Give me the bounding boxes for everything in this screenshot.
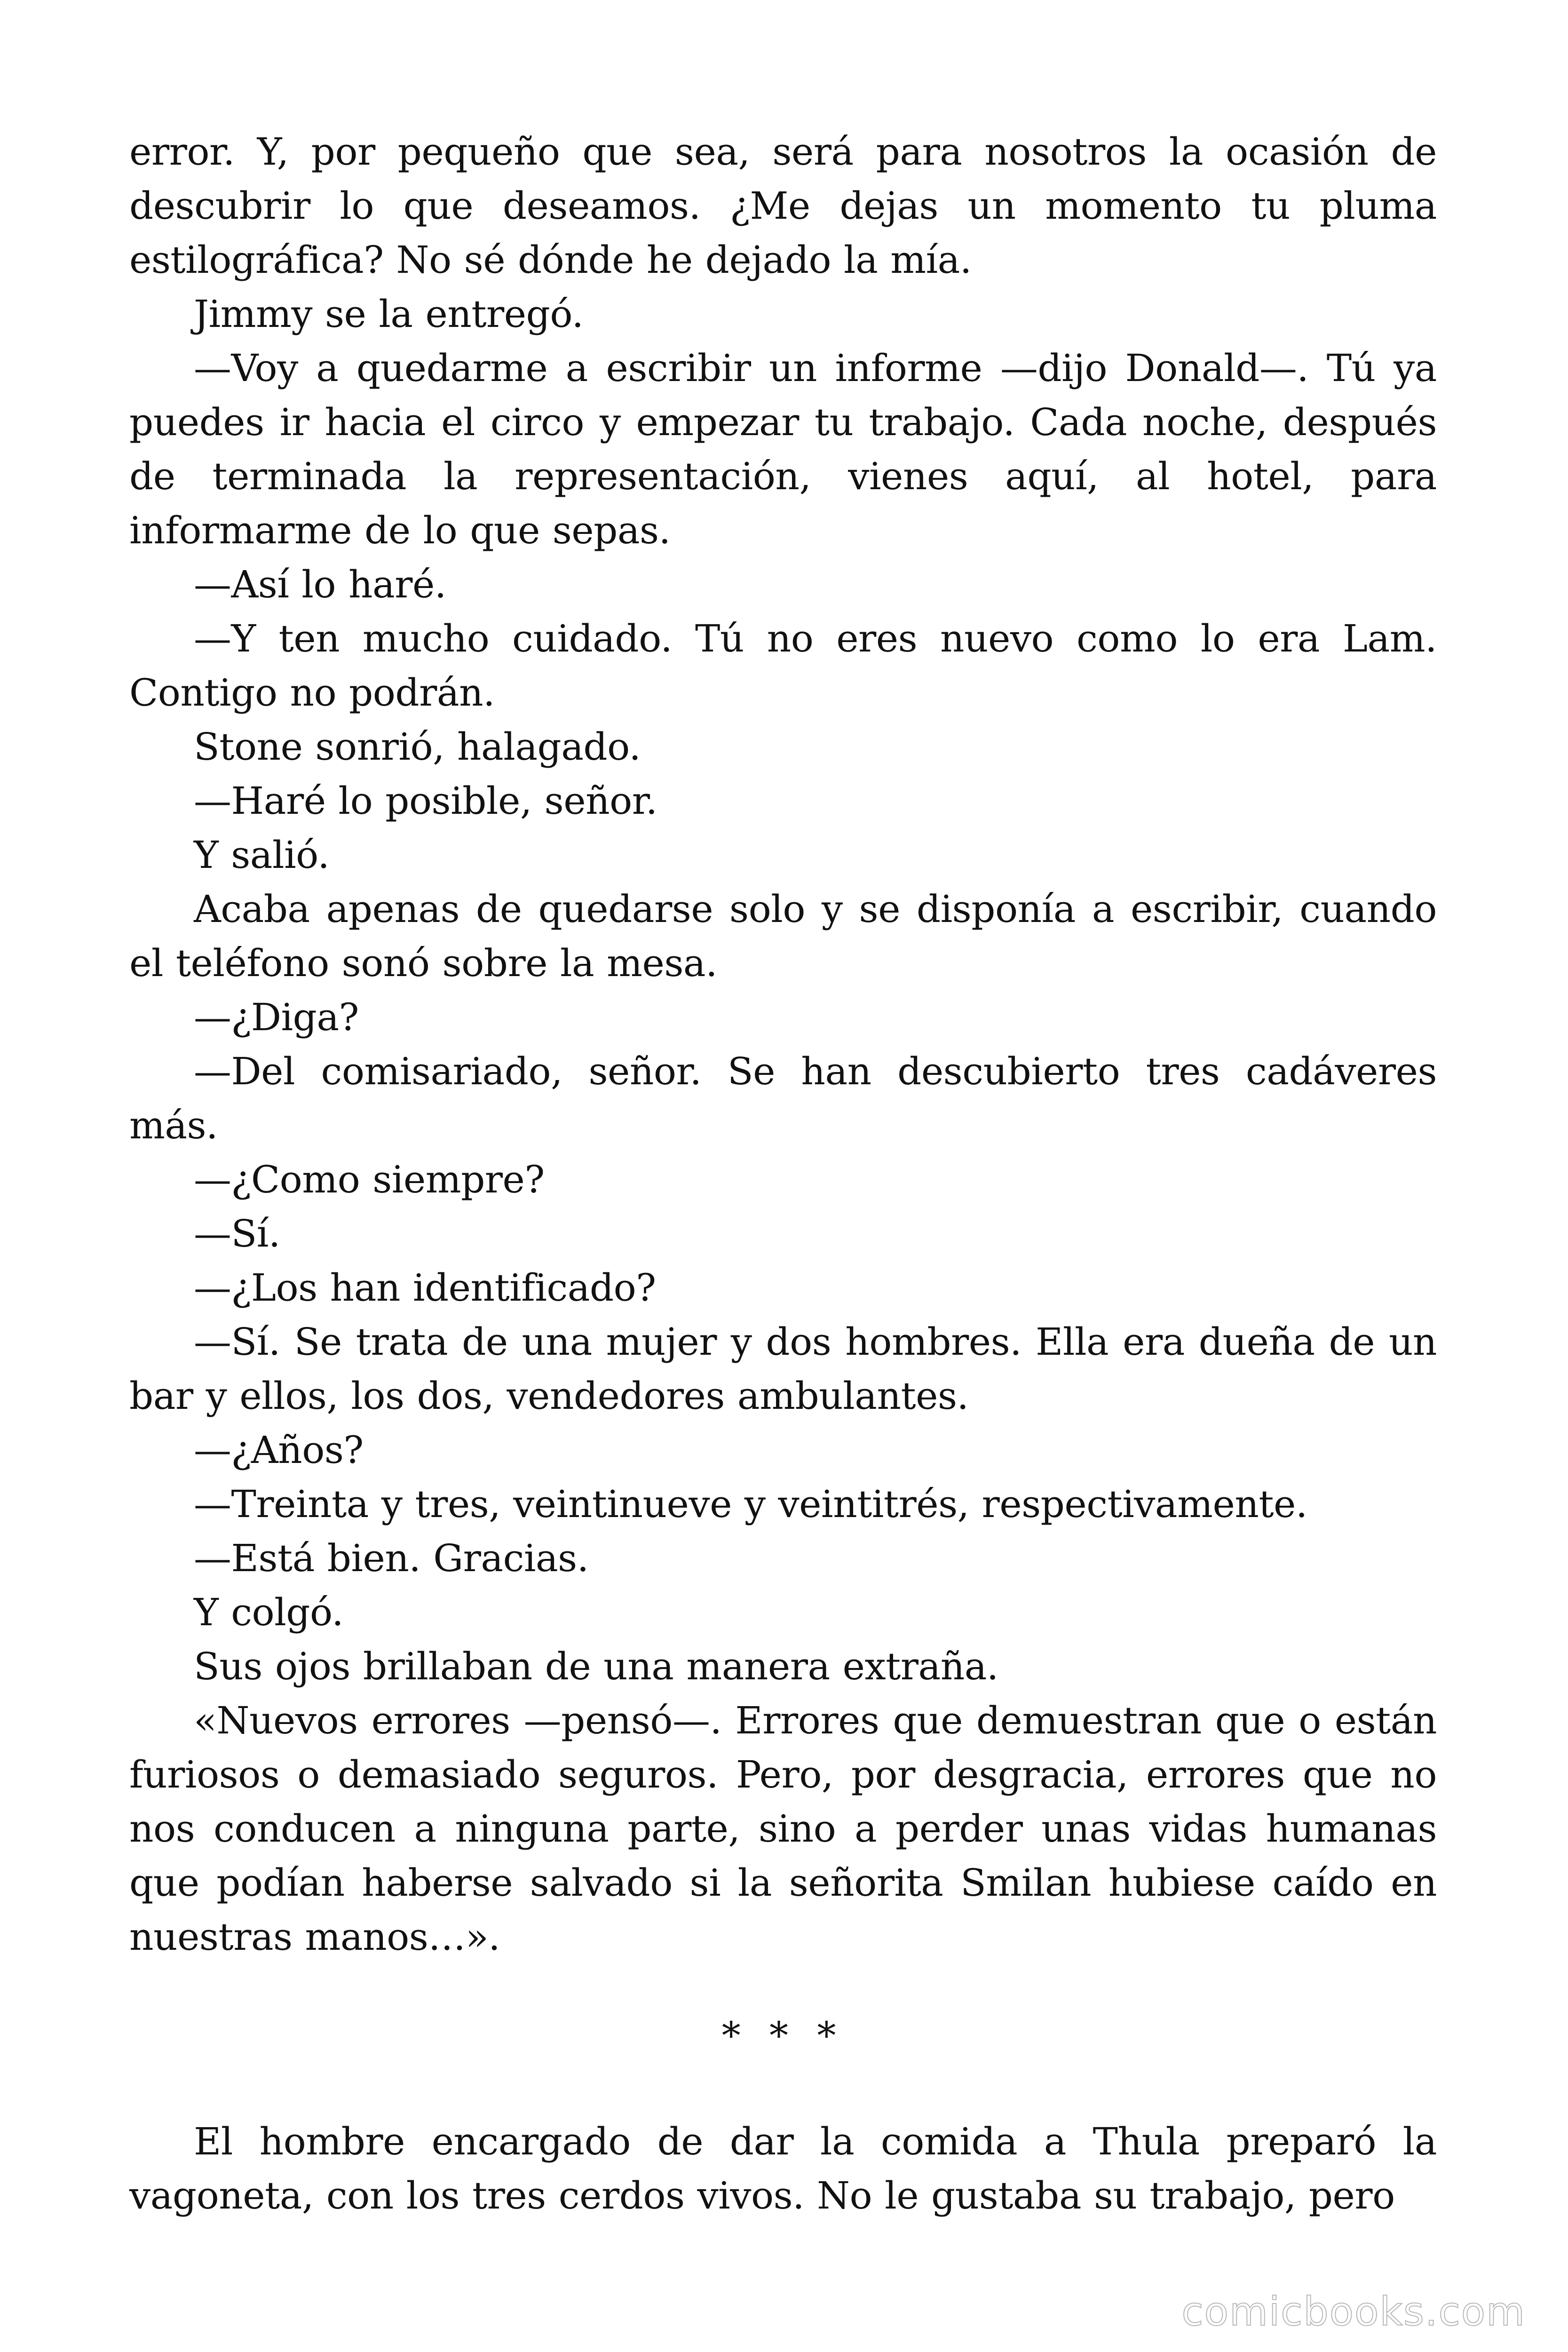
paragraph: —¿Como siempre? — [194, 1158, 545, 1201]
paragraph: «Nuevos errores —pensó—. Errores que demuestran que o están furiosos o demasiado seguros. Pero, por desgracia, errores que no nos conducen a ninguna parte, sino a perder unas vidas humanas que podían haberse salvado si la señorita Smilan hubiese caído en nuestras manos…». — [129, 1699, 1437, 1959]
paragraph: —¿Diga? — [194, 995, 359, 1039]
paragraph: Jimmy se la entregó. — [194, 292, 584, 336]
paragraph: —Está bien. Gracias. — [194, 1536, 589, 1580]
paragraph: Y colgó. — [194, 1590, 344, 1634]
paragraph: —Treinta y tres, veintinueve y veintitrés, respectivamente. — [194, 1482, 1307, 1526]
scene-break: * * * — [721, 2014, 845, 2058]
page-body — [129, 125, 1437, 2223]
paragraph: El hombre encargado de dar la comida a Thula preparó la vagoneta, con los tres cerdos vivos. No le gustaba su trabajo, pero — [129, 2120, 1437, 2217]
paragraph: Y salió. — [194, 833, 330, 877]
paragraph: —Haré lo posible, señor. — [194, 779, 657, 823]
paragraph: —Sí. — [194, 1212, 280, 1255]
paragraph: Acaba apenas de quedarse solo y se disponía a escribir, cuando el teléfono sonó sobre la mesa. — [129, 887, 1437, 985]
paragraph: —Del comisariado, señor. Se han descubierto tres cadáveres más. — [129, 1049, 1437, 1147]
paragraph: —Voy a quedarme a escribir un informe —dijo Donald—. Tú ya puedes ir hacia el circo y empezar tu trabajo. Cada noche, después de terminada la representación, vienes aquí, al hotel, para informarme de lo que sepas. — [129, 346, 1437, 552]
paragraph: —¿Años? — [194, 1428, 364, 1472]
paragraph: Stone sonrió, halagado. — [194, 725, 641, 769]
paragraph: Sus ojos brillaban de una manera extraña. — [194, 1645, 998, 1688]
paragraph: —Y ten mucho cuidado. Tú no eres nuevo como lo era Lam. Contigo no podrán. — [129, 617, 1437, 715]
paragraph: —¿Los han identificado? — [194, 1266, 656, 1310]
paragraph: —Sí. Se trata de una mujer y dos hombres. Ella era dueña de un bar y ellos, los dos, vendedores ambulantes. — [129, 1320, 1437, 1418]
paragraph: error. Y, por pequeño que sea, será para nosotros la ocasión de descubrir lo que deseamos. ¿Me dejas un momento tu pluma estilográfica? No sé dónde he dejado la mía. — [129, 130, 1437, 282]
paragraph: —Así lo haré. — [194, 563, 446, 606]
watermark: comicbooks.com — [1181, 2288, 1526, 2335]
